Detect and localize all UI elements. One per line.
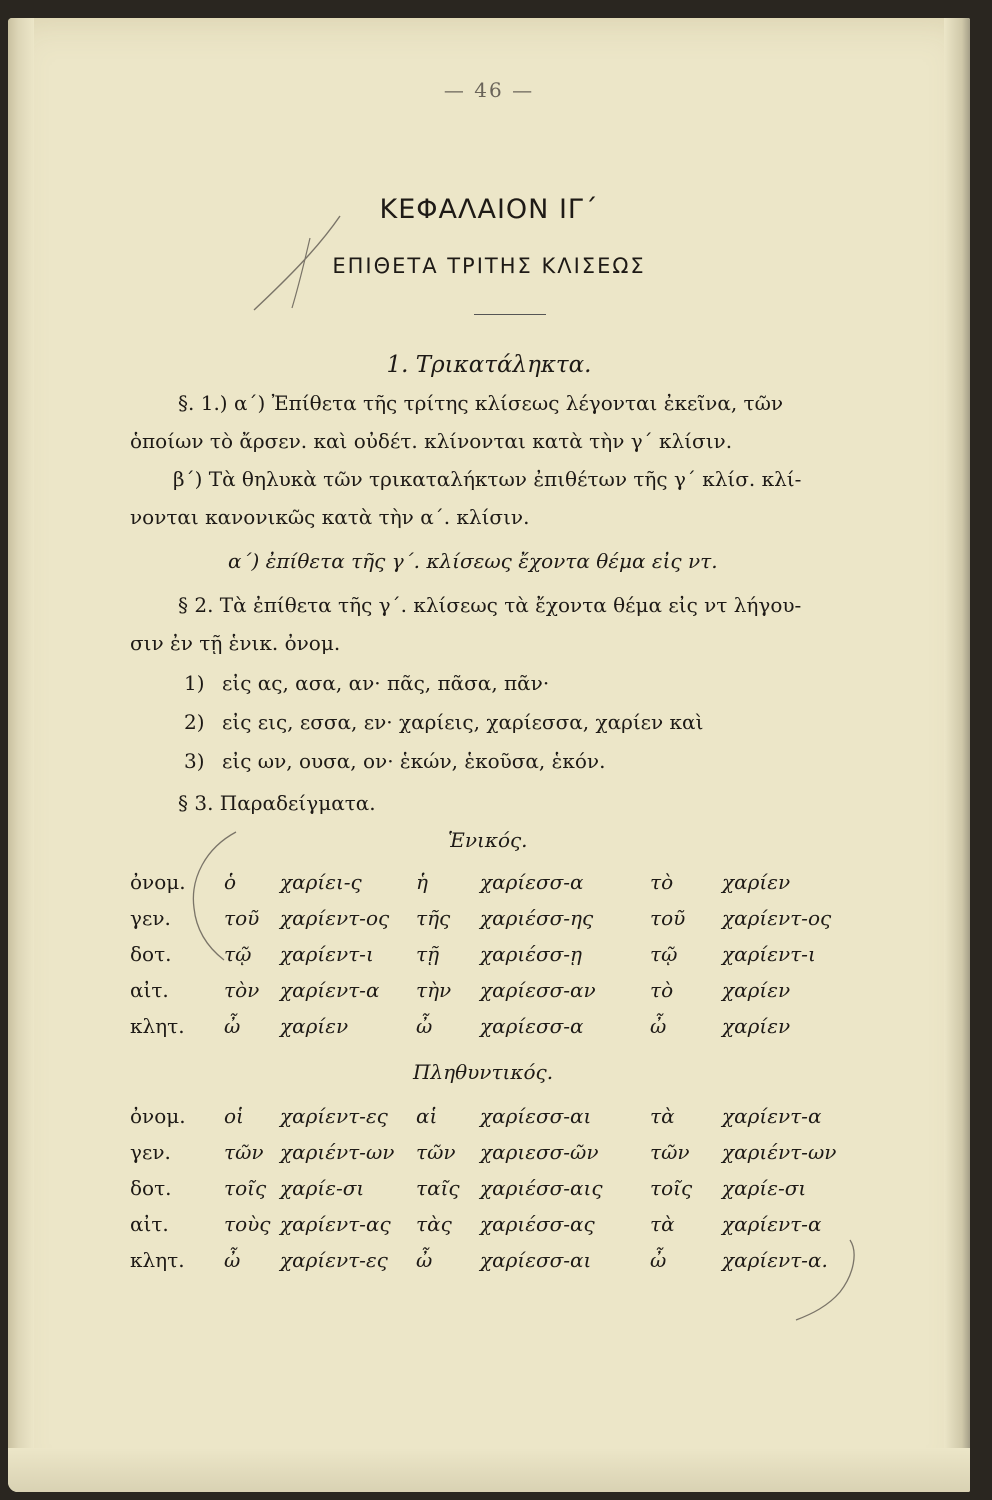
article-neut: τῷ: [650, 942, 678, 966]
case-label: αἰτ.: [130, 1212, 169, 1236]
form-neut: χαρίεντ-α: [722, 1104, 822, 1128]
case-label: δοτ.: [130, 942, 172, 966]
article-masc: τῷ: [224, 942, 252, 966]
page-right-edge: [944, 18, 970, 1492]
article-fem: τῇ: [416, 942, 440, 966]
form-masc: χαρίεντ-α: [280, 978, 380, 1002]
subheading: α΄) ἐπίθετα τῆς γ΄. κλίσεως ἔχοντα θέμα εἰς ντ.: [228, 549, 718, 573]
form-masc: χαρίεντ-ος: [280, 906, 390, 930]
form-fem: χαρίεσσ-α: [480, 1014, 584, 1038]
article-fem: ὦ: [416, 1014, 433, 1038]
article-fem: αἱ: [416, 1104, 438, 1128]
form-neut: χαρίεντ-ος: [722, 906, 832, 930]
form-neut: χαριέντ-ων: [722, 1140, 837, 1164]
article-masc: τὸν: [224, 978, 260, 1002]
chapter-subtitle: ΕΠΙΘΕΤΑ ΤΡΙΤΗΣ ΚΛΙΣΕΩΣ: [332, 254, 646, 278]
paragraph-line: § 2. Τὰ ἐπίθετα τῆς γ΄. κλίσεως τὰ ἔχοντα θέμα εἰς ντ λήγου-: [178, 593, 802, 617]
form-fem: χαριεσσ-ῶν: [480, 1140, 599, 1164]
chapter-title: ΚΕΦΑΛΑΙΟΝ ΙΓ΄: [379, 194, 599, 225]
article-masc: τῶν: [224, 1140, 264, 1164]
case-label: κλητ.: [130, 1248, 185, 1272]
form-neut: χαρίεντ-α: [722, 1212, 822, 1236]
article-fem: τῆς: [416, 906, 451, 930]
article-neut: ὦ: [650, 1248, 667, 1272]
article-fem: τὰς: [416, 1212, 452, 1236]
paragraph-line: β΄) Τὰ θηλυκὰ τῶν τρικαταλήκτων ἐπιθέτων τῆς γ΄ κλίσ. κλί-: [173, 467, 802, 491]
article-neut: τοῦ: [650, 906, 686, 930]
article-masc: ὁ: [224, 870, 237, 894]
page-number: — 46 —: [443, 78, 535, 102]
form-masc: χαρίεν: [280, 1014, 349, 1038]
paragraph-line: νονται κανονικῶς κατὰ τὴν α΄. κλίσιν.: [130, 505, 530, 529]
form-masc: χαρίεντ-ες: [280, 1248, 388, 1272]
form-fem: χαριέσσ-ας: [480, 1212, 595, 1236]
form-masc: χαρίεντ-ας: [280, 1212, 391, 1236]
article-neut: τὰ: [650, 1104, 675, 1128]
form-fem: χαρίεσσ-α: [480, 870, 584, 894]
form-neut: χαρίεντ-α.: [722, 1248, 828, 1272]
form-masc: χαρίεντ-ι: [280, 942, 374, 966]
paragraph-line: ὁποίων τὸ ἄρσεν. καὶ οὐδέτ. κλίνονται κατὰ τὴν γ΄ κλίσιν.: [130, 429, 733, 453]
page-left-edge: [8, 18, 34, 1492]
article-masc: ὦ: [224, 1014, 241, 1038]
article-neut: τὸ: [650, 978, 674, 1002]
article-masc: οἱ: [224, 1104, 244, 1128]
article-fem: ἡ: [416, 870, 428, 894]
case-label: ὀνομ.: [130, 870, 186, 894]
form-fem: χαρίεσσ-αν: [480, 978, 596, 1002]
case-label: δοτ.: [130, 1176, 172, 1200]
article-masc: τοῖς: [224, 1176, 267, 1200]
case-label: γεν.: [130, 1140, 171, 1164]
form-fem: χαριέσσ-ης: [480, 906, 594, 930]
form-fem: χαριέσσ-ῃ: [480, 942, 583, 966]
form-fem: χαριέσσ-αις: [480, 1176, 603, 1200]
article-masc: τοῦ: [224, 906, 260, 930]
case-label: κλητ.: [130, 1014, 185, 1038]
article-neut: τῶν: [650, 1140, 690, 1164]
article-masc: ὦ: [224, 1248, 241, 1272]
form-neut: χαρίεντ-ι: [722, 942, 816, 966]
article-masc: τοὺς: [224, 1212, 271, 1236]
form-neut: χαρίεν: [722, 1014, 791, 1038]
case-label: αἰτ.: [130, 978, 169, 1002]
section-heading: 1. Τρικατάληκτα.: [386, 352, 592, 378]
pencil-mark: [788, 1228, 878, 1328]
ending-num: 1): [184, 671, 205, 695]
book-page: [8, 18, 970, 1492]
examples-label: § 3. Παραδείγματα.: [178, 791, 376, 815]
article-fem: τῶν: [416, 1140, 456, 1164]
ending-num: 3): [184, 749, 205, 773]
ending-num: 2): [184, 710, 205, 734]
article-fem: ὦ: [416, 1248, 433, 1272]
paragraph-line: §. 1.) α΄) Ἐπίθετα τῆς τρίτης κλίσεως λέγονται ἐκεῖνα, τῶν: [178, 391, 784, 415]
page-bottom-edge: [8, 1448, 970, 1492]
form-neut: χαρίε-σι: [722, 1176, 807, 1200]
article-neut: τὰ: [650, 1212, 675, 1236]
ending-text: εἰς ας, ασα, αν· πᾶς, πᾶσα, πᾶν·: [222, 671, 550, 695]
singular-label: Ἑνικός.: [448, 828, 528, 852]
article-fem: τὴν: [416, 978, 452, 1002]
plural-label: Πληθυντικός.: [413, 1060, 554, 1084]
form-neut: χαρίεν: [722, 978, 791, 1002]
form-fem: χαρίεσσ-αι: [480, 1104, 592, 1128]
form-masc: χαρίεντ-ες: [280, 1104, 388, 1128]
ending-text: εἰς ων, ουσα, ον· ἑκών, ἑκοῦσα, ἑκόν.: [222, 749, 606, 773]
paragraph-line: σιν ἐν τῇ ἑνικ. ὀνομ.: [130, 631, 341, 655]
article-neut: τοῖς: [650, 1176, 693, 1200]
article-neut: τὸ: [650, 870, 674, 894]
form-neut: χαρίεν: [722, 870, 791, 894]
case-label: ὀνομ.: [130, 1104, 186, 1128]
title-rule: [474, 314, 546, 315]
case-label: γεν.: [130, 906, 171, 930]
form-fem: χαρίεσσ-αι: [480, 1248, 592, 1272]
form-masc: χαριέντ-ων: [280, 1140, 395, 1164]
article-fem: ταῖς: [416, 1176, 460, 1200]
ending-text: εἰς εις, εσσα, εν· χαρίεις, χαρίεσσα, χαρίεν καὶ: [222, 710, 704, 734]
form-masc: χαρίε-σι: [280, 1176, 365, 1200]
form-masc: χαρίει-ς: [280, 870, 362, 894]
article-neut: ὦ: [650, 1014, 667, 1038]
